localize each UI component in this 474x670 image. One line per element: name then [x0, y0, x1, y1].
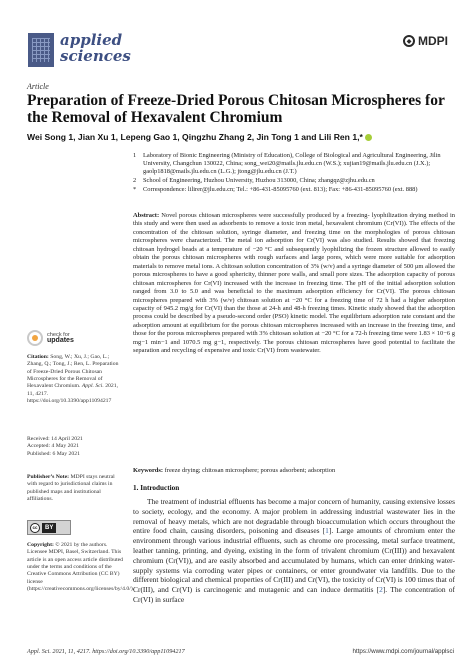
affiliation-text: Correspondence: lilirer@jlu.edu.cn; Tel.: +86-431-85095760 (ext. 813); Fax: +86-431-85095760 (ext. 888) [143, 186, 418, 194]
intro-text: ]. Large amounts of chromium enter the environment through various industrial effluents, such as chrome ore processing, metal surface treatment, leather tanning, printing, and dyeing, existing in the form of trivalent chromium (Cr(III)) and hexavalent chromium (Cr(VI)), and are easily absorbed and accumulated by humans, which can enter drinking water-supply systems via corroding water pipes or containers, or enter groundwater via landfills. Due to the different biological and chemical properties of Cr(III) and Cr(VI), the toxicity of Cr(VI) is 100 times that of Cr(III), and Cr(VI) is carcinogenic and mutagenic and can induce dermatitis [ [133, 526, 455, 595]
citation-link[interactable]: 1 [325, 526, 329, 536]
author-list [27, 132, 457, 142]
affiliation-text: School of Engineering, Huzhou University, Huzhou 313000, China; zhangqz@zjhu.edu.cn [143, 177, 375, 185]
journal-name-line2: sciences [60, 47, 131, 65]
affiliation-number: 1 [133, 152, 137, 159]
affiliation-2 [133, 177, 453, 185]
cc-icon: cc [30, 523, 40, 533]
keywords [133, 467, 455, 475]
updates-icon [27, 330, 43, 346]
publisher-note-text: MDPI stays neutral with regard to jurisdictional claims in published maps and institutional affiliations. [27, 474, 115, 503]
by-icon: BY [42, 523, 56, 533]
abstract-label: Abstract: [133, 212, 160, 219]
keywords-text: freeze drying; chitosan microsphere; porous adsorbent; adsorption [164, 467, 336, 474]
publisher-note [27, 474, 123, 503]
citation-doi[interactable]: 2021, 11, 4217. https://doi.org/10.3390/app11094217 [27, 383, 118, 405]
updates-label: updates [47, 337, 74, 344]
publisher-note-label: Publisher’s Note: [27, 474, 70, 480]
article-type: Article [27, 82, 49, 91]
intro-text: The treatment of industrial effluents has become a major concern of humanity, causing extensive losses to society, ecology, and the economy. A major problem in addressing industrial wastewater lies in the removal of heavy metals, which are not degradable through bioaccumulation which occurs throughout the entire food chain, causing disorders, poisoning and diseases [ [133, 497, 455, 536]
section-heading: 1. Introduction [133, 484, 180, 492]
affiliation-1 [133, 152, 453, 176]
abstract [133, 212, 455, 356]
copyright-block [27, 542, 135, 593]
intro-text: ]. The concentration of Cr(VI) in surface [133, 585, 455, 604]
mdpi-icon: ◆ [403, 35, 415, 47]
keywords-label: Keywords: [133, 467, 164, 474]
affiliation-number: 2 [133, 177, 137, 185]
updates-check: check for [47, 331, 70, 338]
footer-citation[interactable]: Appl. Sci. 2021, 11, 4217. https://doi.org/10.3390/app11094217 [27, 648, 185, 655]
check-for-updates[interactable] [27, 330, 74, 346]
date-accepted: Accepted: 4 May 2021 [27, 443, 79, 450]
citation-text: Song, W.; Xu, J.; Gao, L.; Zhang, Q.; Tong, J.; Ren, L. Preparation of Freeze-Dried Porous Chitosan Microspheres for the Removal of Hexavalent Chromium. [27, 354, 119, 390]
affiliation-number: * [133, 186, 137, 194]
orcid-icon[interactable] [365, 134, 372, 141]
citation-block [27, 354, 123, 405]
article-title: Preparation of Freeze-Dried Porous Chitosan Microspheres for the Removal of Hexavalent Chromium [27, 92, 445, 126]
copyright-text: © 2021 by the authors. Licensee MDPI, Basel, Switzerland. This article is an open access article distributed under the terms and conditions of the Creative Commons Attribution (CC BY) license (https://creativecommons.org/licenses/by/4.0/). [27, 542, 135, 593]
affiliation-text: Laboratory of Bionic Engineering (Ministry of Education), College of Biological and Agricultural Engineering, Jilin University, Changchun 130022, China; song_wei20@mails.jlu.edu.cn (W.S.); xujian19@mails.jlu.edu.cn (J.X.); gaolp1818@mails.jlu.edu.cn (L.G.); jtong@jlu.edu.cn (J.T.) [143, 152, 441, 176]
citation-label: Citation: [27, 354, 49, 360]
citation-journal: Appl. Sci. [81, 383, 104, 390]
journal-name[interactable] [60, 32, 131, 64]
publisher-name: MDPI [418, 34, 448, 48]
footer-journal-url[interactable]: https://www.mdpi.com/journal/applsci [352, 648, 454, 655]
copyright-label: Copyright: [27, 542, 54, 548]
abstract-text: Novel porous chitosan microspheres were successfully produced by a freezing- lyophilization drying method in this study and were then used as adsorbents to remove a toxic iron metal, hexavalent chromium (Cr(VI)). The effects of the concentration of the chitosan solution, syringe diameter, and freezing time on the morphologies of porous chitosan microspheres were characterized. The metal ion adsorption for Cr(VI) was also studied. Results showed that freezing chitosan hydrogel beads at a temperature of −20 °C and subsequently lyophilizing the frozen structure allowed to easily obtain the porous chitosan microspheres with rough surfaces and large pores, which were more suitable for adsorption materials to remove metal ions. A chitosan solution concentration of 3% (w/v) and a syringe diameter of 500 μm allowed the porous microspheres to have a good sphericity, thinner pore walls, and small pore sizes. The adsorption capacity of porous chitosan microspheres for Cr(VI) increased with the increase in freezing time. The pH of the initial adsorption solution ranged from 3.0 to 5.0 and was beneficial to the maximum adsorption efficiency for Cr(VI). The porous chitosan microspheres prepared with 3% (w/v) chitosan solution at −20 °C for a freezing time of 72 h had a higher adsorption capacity of 945.2 mg/g for Cr(VI) than the those at 24-h and 48-h freezing times. Kinetic study showed that the adsorption process could be described by a pseudo-second order (PSO) kinetic model. The equilibrium adsorption rate constant and the adsorption amount at equilibrium for the porous chitosan microspheres increased with an increase in the freezing time, and those for the porous microspheres prepared with 3% chitosan solution at −20 °C for a 72-h freezing time were 1.83 × 10−6 g mg−1 min−1 and 1070.5 mg g−1, respectively. The porous chitosan microspheres have good potential to facilitate the separation and recycling of expensive and toxic Cr(VI) from wastewater. [133, 212, 455, 355]
cc-badge [27, 520, 71, 535]
affiliations [133, 152, 453, 195]
citation-link[interactable]: 2 [379, 585, 383, 595]
authors-text: Wei Song 1, Jian Xu 1, Lepeng Gao 1, Qingzhu Zhang 2, Jin Tong 1 and Lili Ren 1,* [27, 132, 363, 142]
correspondence [133, 186, 453, 194]
journal-name-line1: applied [60, 31, 123, 49]
dates-block [27, 436, 123, 458]
date-received: Received: 14 April 2021 [27, 436, 83, 442]
publisher-logo[interactable] [403, 34, 448, 48]
license-badge[interactable] [27, 520, 71, 535]
date-published: Published: 6 May 2021 [27, 450, 80, 457]
introduction-text [133, 497, 455, 605]
journal-logo [28, 33, 54, 67]
